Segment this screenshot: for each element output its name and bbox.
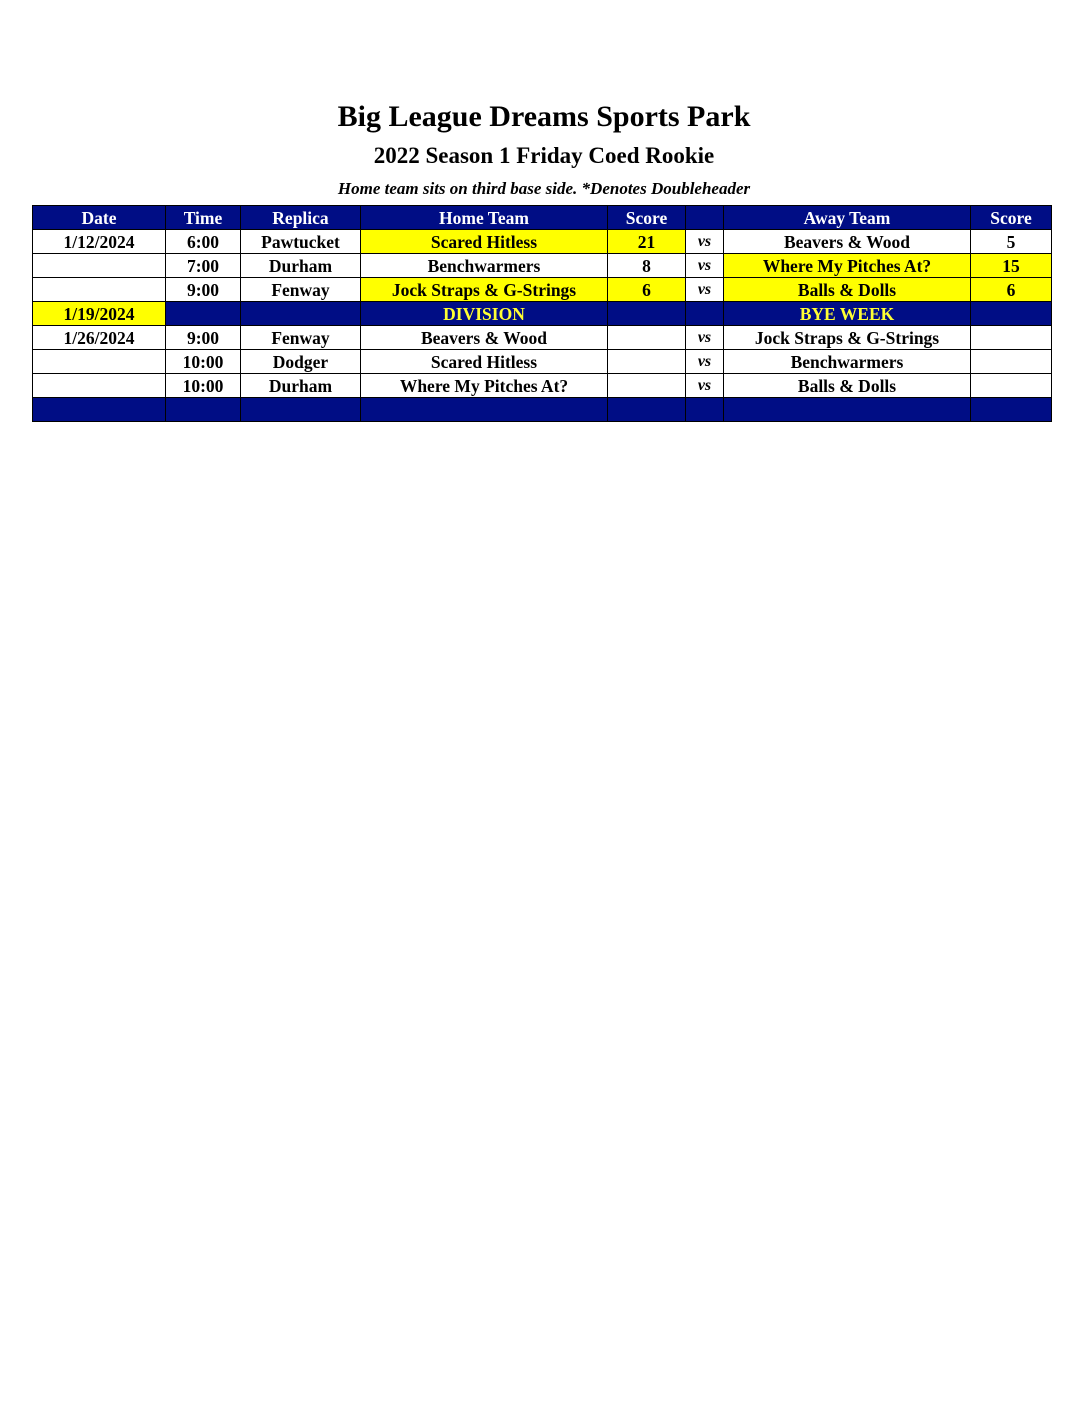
away-score-cell: 5 <box>971 230 1052 254</box>
bye-week-label: BYE WEEK <box>724 302 971 326</box>
home-team-cell: Beavers & Wood <box>361 326 608 350</box>
time-cell <box>166 302 241 326</box>
time-cell: 9:00 <box>166 278 241 302</box>
time-cell: 7:00 <box>166 254 241 278</box>
time-cell: 6:00 <box>166 230 241 254</box>
date-cell <box>33 374 166 398</box>
home-team-cell: Where My Pitches At? <box>361 374 608 398</box>
home-score-cell <box>608 350 686 374</box>
replica-cell: Fenway <box>241 278 361 302</box>
date-cell: 1/26/2024 <box>33 326 166 350</box>
table-row <box>33 350 1052 374</box>
date-cell: 1/12/2024 <box>33 230 166 254</box>
table-row <box>33 254 1052 278</box>
replica-cell: Durham <box>241 374 361 398</box>
away-score-cell <box>971 350 1052 374</box>
home-score-cell <box>608 374 686 398</box>
footer-row <box>33 398 1052 422</box>
home-score-cell <box>608 326 686 350</box>
footer-cell <box>608 398 686 422</box>
vs-cell: vs <box>686 254 724 278</box>
away-score-cell: 15 <box>971 254 1052 278</box>
vs-cell: vs <box>686 326 724 350</box>
away-score-cell <box>971 302 1052 326</box>
replica-cell <box>241 302 361 326</box>
replica-cell: Pawtucket <box>241 230 361 254</box>
home-team-cell: Scared Hitless <box>361 230 608 254</box>
column-header-time: Time <box>166 206 241 230</box>
away-team-cell: Where My Pitches At? <box>724 254 971 278</box>
home-team-cell: Jock Straps & G-Strings <box>361 278 608 302</box>
division-label: DIVISION <box>361 302 608 326</box>
vs-cell <box>686 302 724 326</box>
home-score-cell: 6 <box>608 278 686 302</box>
page-title: Big League Dreams Sports Park <box>337 100 751 133</box>
time-cell: 10:00 <box>166 374 241 398</box>
away-team-cell: Balls & Dolls <box>724 278 971 302</box>
home-team-cell: Benchwarmers <box>361 254 608 278</box>
table-row <box>33 230 1052 254</box>
away-score-cell <box>971 374 1052 398</box>
table-row <box>33 278 1052 302</box>
column-header-replica: Replica <box>241 206 361 230</box>
season-subtitle: 2022 Season 1 Friday Coed Rookie <box>373 143 715 168</box>
date-cell <box>33 350 166 374</box>
home-score-cell: 8 <box>608 254 686 278</box>
column-header-home-score: Score <box>608 206 686 230</box>
home-score-cell <box>608 302 686 326</box>
home-score-cell: 21 <box>608 230 686 254</box>
date-cell: 1/19/2024 <box>33 302 166 326</box>
footer-cell <box>241 398 361 422</box>
replica-cell: Dodger <box>241 350 361 374</box>
time-cell: 9:00 <box>166 326 241 350</box>
away-score-cell: 6 <box>971 278 1052 302</box>
home-team-cell: Scared Hitless <box>361 350 608 374</box>
replica-cell: Durham <box>241 254 361 278</box>
header-row <box>33 206 1052 230</box>
footer-cell <box>166 398 241 422</box>
column-header-home-team: Home Team <box>361 206 608 230</box>
away-team-cell: Balls & Dolls <box>724 374 971 398</box>
schedule-table <box>32 205 1052 422</box>
time-cell: 10:00 <box>166 350 241 374</box>
date-cell <box>33 278 166 302</box>
date-cell <box>33 254 166 278</box>
footer-cell <box>686 398 724 422</box>
footer-cell <box>361 398 608 422</box>
table-row <box>33 374 1052 398</box>
away-team-cell: Benchwarmers <box>724 350 971 374</box>
home-team-note: Home team sits on third base side. *Denotes Doubleheader <box>337 179 751 198</box>
footer-cell <box>724 398 971 422</box>
column-header-vs <box>686 206 724 230</box>
table-row <box>33 326 1052 350</box>
footer-cell <box>971 398 1052 422</box>
vs-cell: vs <box>686 374 724 398</box>
column-header-away-team: Away Team <box>724 206 971 230</box>
footer-cell <box>33 398 166 422</box>
replica-cell: Fenway <box>241 326 361 350</box>
bye-week-row <box>33 302 1052 326</box>
column-header-date: Date <box>33 206 166 230</box>
away-team-cell: Jock Straps & G-Strings <box>724 326 971 350</box>
vs-cell: vs <box>686 350 724 374</box>
column-header-away-score: Score <box>971 206 1052 230</box>
away-team-cell: Beavers & Wood <box>724 230 971 254</box>
vs-cell: vs <box>686 230 724 254</box>
away-score-cell <box>971 326 1052 350</box>
vs-cell: vs <box>686 278 724 302</box>
